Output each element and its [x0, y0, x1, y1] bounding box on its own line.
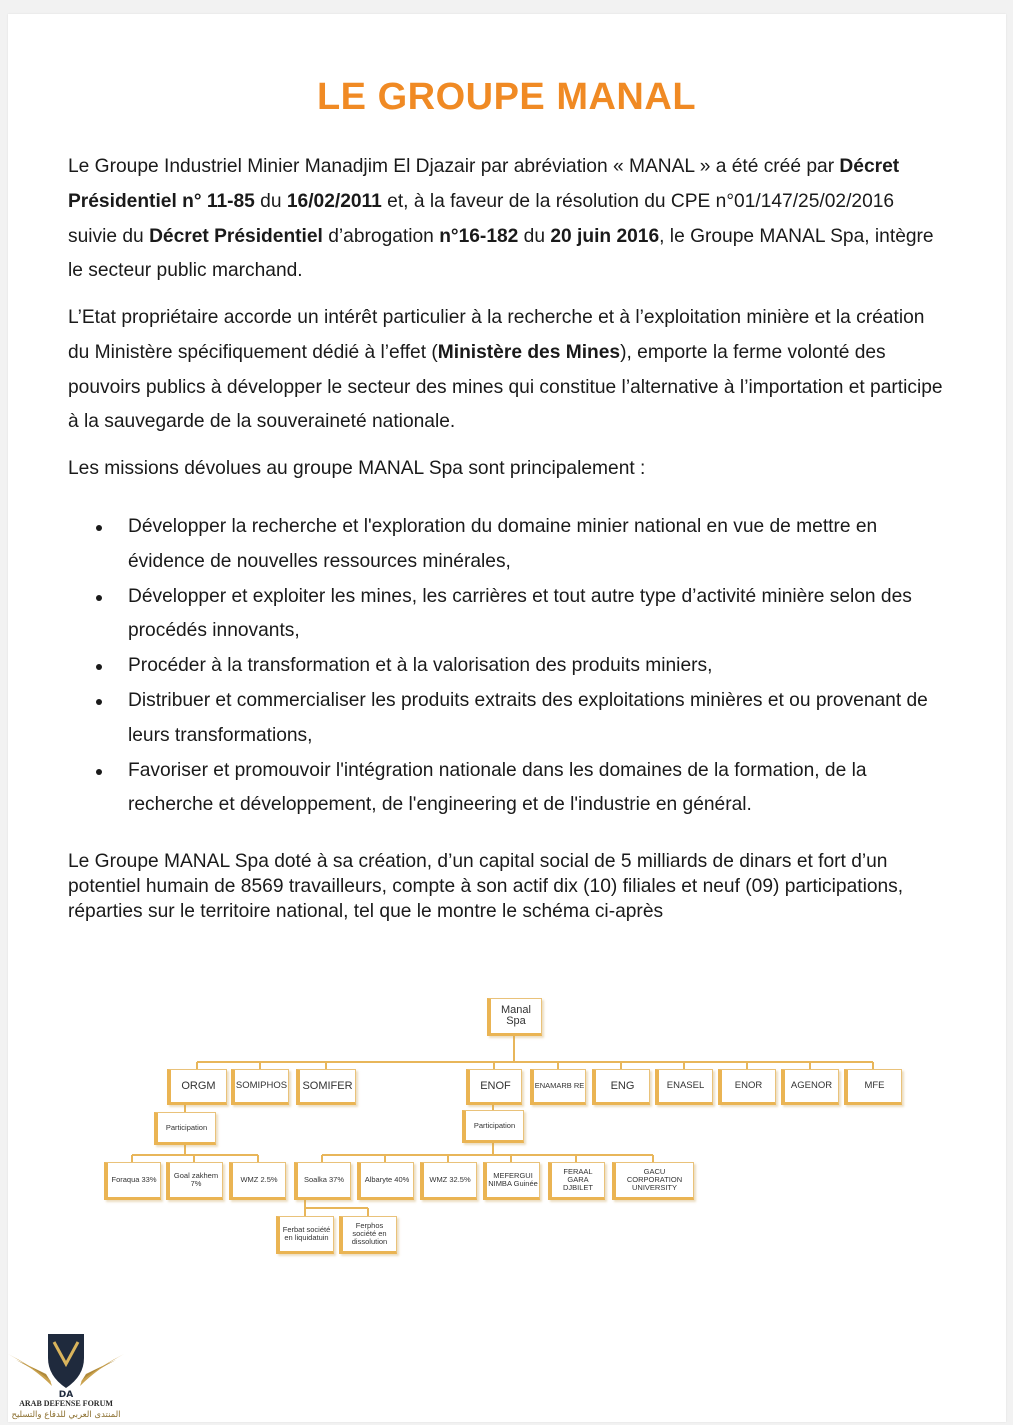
list-item: [68, 510, 948, 580]
bold-text: 20 juin 2016: [550, 225, 660, 247]
org-subsidiary-box: [466, 1069, 522, 1105]
org-participation-item: [548, 1162, 605, 1200]
paragraph-creation: [68, 150, 948, 289]
mission-text: Procéder à la transformation et à la valorisation des produits miniers,: [128, 655, 713, 677]
org-subsidiary-label: SOMIFER: [302, 1079, 353, 1092]
bold-text: Décret Présidentiel n° 11-85: [68, 156, 900, 212]
org-item-label: Albaryte 40%: [364, 1175, 410, 1184]
page-title: LE GROUPE MANAL: [316, 76, 697, 118]
paragraph-missions-intro: Les missions dévolues au groupe MANAL Spa sont principalement :: [68, 458, 646, 479]
org-subsidiary-box: [718, 1069, 776, 1105]
watermark-english: ARAB DEFENSE FORUM: [19, 1399, 113, 1408]
text-run: du: [518, 225, 551, 247]
org-root-label: Manal Spa: [501, 1004, 531, 1027]
bullet-icon: [96, 699, 102, 705]
mission-text: Développer et exploiter les mines, les carrières et tout autre type d’activité minière selon des procédés innovants,: [128, 585, 912, 642]
org-participation-item: [357, 1162, 414, 1200]
org-item-label: Goal zakhem 7%: [173, 1171, 219, 1188]
org-participation-item: [483, 1162, 540, 1200]
mission-text: Favoriser et promouvoir l'intégration nationale dans les domaines de la formation, de la recherche et développement, de l'engineering et de l'industrie en général.: [128, 759, 867, 816]
org-subsidiary-label: ENASEL: [666, 1080, 705, 1091]
text-run: , le Groupe MANAL Spa, intègre le secteur public marchand.: [68, 225, 934, 282]
org-participation-label: Participation: [473, 1120, 516, 1130]
org-participation-label: Participation: [165, 1122, 208, 1132]
org-subsidiary-label: ORGM: [181, 1079, 216, 1092]
org-subsidiary-box: [781, 1069, 839, 1105]
bold-text: Décret Présidentiel: [149, 225, 323, 247]
mission-text: Développer la recherche et l'exploration du domaine minier national en vue de mettre en évidence de nouvelles ressources minérales,: [128, 516, 878, 572]
org-item-label: WMZ 32.5%: [429, 1175, 471, 1184]
org-root-box: [487, 998, 542, 1036]
bullet-icon: [96, 595, 102, 601]
watermark-logo: [6, 1330, 126, 1425]
mission-text: Distribuer et commercialiser les produits extraits des exploitations minières et ou provenant de leurs transformations,: [128, 689, 928, 746]
org-subsidiary-label: ENOF: [480, 1079, 511, 1092]
text-run: d’abrogation: [322, 225, 440, 247]
org-item-label: Ferbat société en liquidatuin: [282, 1225, 331, 1242]
eagle-shield-icon: [6, 1330, 126, 1400]
text-run: ), emporte la ferme volonté des pouvoirs publics à développer le secteur des mines qui constitue l’alternative à l’importation et participe à la sauvegarde de la souveraineté nationale.: [68, 341, 943, 433]
bullet-icon: [96, 769, 102, 775]
text-run: du: [254, 190, 287, 212]
text-run: et, à la faveur de la résolution du CPE n°01/147/25/02/2016 suivie du: [68, 190, 895, 247]
text-run: Le Groupe Industriel Minier Manadjim El Djazair par abréviation « MANAL » a été créé par: [68, 156, 840, 177]
org-participation-box: [462, 1110, 524, 1143]
org-participation-item: [612, 1162, 694, 1200]
org-subsidiary-box: [231, 1069, 289, 1105]
org-item-label: MEFERGUI NIMBA Guinée: [488, 1171, 538, 1188]
list-item: [68, 684, 948, 754]
org-subsidiary-box: [655, 1069, 713, 1105]
paragraph-state: [68, 301, 948, 440]
org-participation-item: [104, 1162, 161, 1200]
bold-text: Ministère des Mines: [437, 341, 621, 363]
org-participation-item: [166, 1162, 223, 1200]
org-subsidiary-label: MFE: [864, 1080, 885, 1091]
org-item-label: GACU CORPORATION UNIVERSITY: [626, 1167, 683, 1192]
list-item: [68, 754, 948, 824]
org-item-label: Soalka 37%: [303, 1175, 345, 1184]
org-dissolved-item: [276, 1216, 334, 1254]
bold-text: 16/02/2011: [286, 190, 382, 212]
org-item-label: Ferphos société en dissolution: [351, 1221, 388, 1246]
org-item-label: Foraqua 33%: [111, 1175, 157, 1184]
bold-text: n°16-182: [439, 225, 519, 247]
org-participation-item: [229, 1162, 286, 1200]
org-participation-item: [294, 1162, 351, 1200]
text-run: L’Etat propriétaire accorde un intérêt particulier à la recherche et à l’exploitation minière et la création du Ministère spécifiquement dédié à l’effet (: [68, 307, 925, 363]
bullet-icon: [96, 664, 102, 670]
list-item: [68, 580, 948, 650]
org-participation-box: [154, 1112, 216, 1145]
org-subsidiary-box: [844, 1069, 902, 1105]
paragraph-capital: Le Groupe MANAL Spa doté à sa création, d’un capital social de 5 milliards de dinars et fort d’un potentiel humain de 8569 travailleurs, compte à son actif dix (10) filiales et neuf (09) participations, réparties sur le territoire national, tel que le montre le schéma ci-après: [68, 851, 904, 922]
badge-text: DA: [58, 1390, 74, 1400]
org-subsidiary-box: [592, 1069, 650, 1105]
org-subsidiary-label: ENOR: [734, 1080, 763, 1091]
org-subsidiary-label: AGENOR: [790, 1080, 833, 1091]
org-subsidiary-label: SOMIPHOS: [235, 1080, 288, 1091]
org-item-label: FERAAL GARA DJBILET: [562, 1167, 593, 1192]
missions-list: [68, 510, 948, 823]
org-subsidiary-label: ENAMARB RE: [534, 1081, 585, 1090]
org-subsidiary-box: [296, 1069, 356, 1105]
org-item-label: WMZ 2.5%: [240, 1175, 278, 1184]
org-subsidiary-label: ENG: [610, 1079, 635, 1092]
org-participation-item: [420, 1162, 477, 1200]
watermark-arabic: المنتدى العربي للدفاع والتسليح: [11, 1410, 121, 1420]
org-subsidiary-box: [530, 1069, 586, 1105]
org-subsidiary-box: [167, 1069, 227, 1105]
bullet-icon: [96, 525, 102, 531]
org-dissolved-item: [339, 1216, 397, 1254]
list-item: [68, 649, 948, 684]
